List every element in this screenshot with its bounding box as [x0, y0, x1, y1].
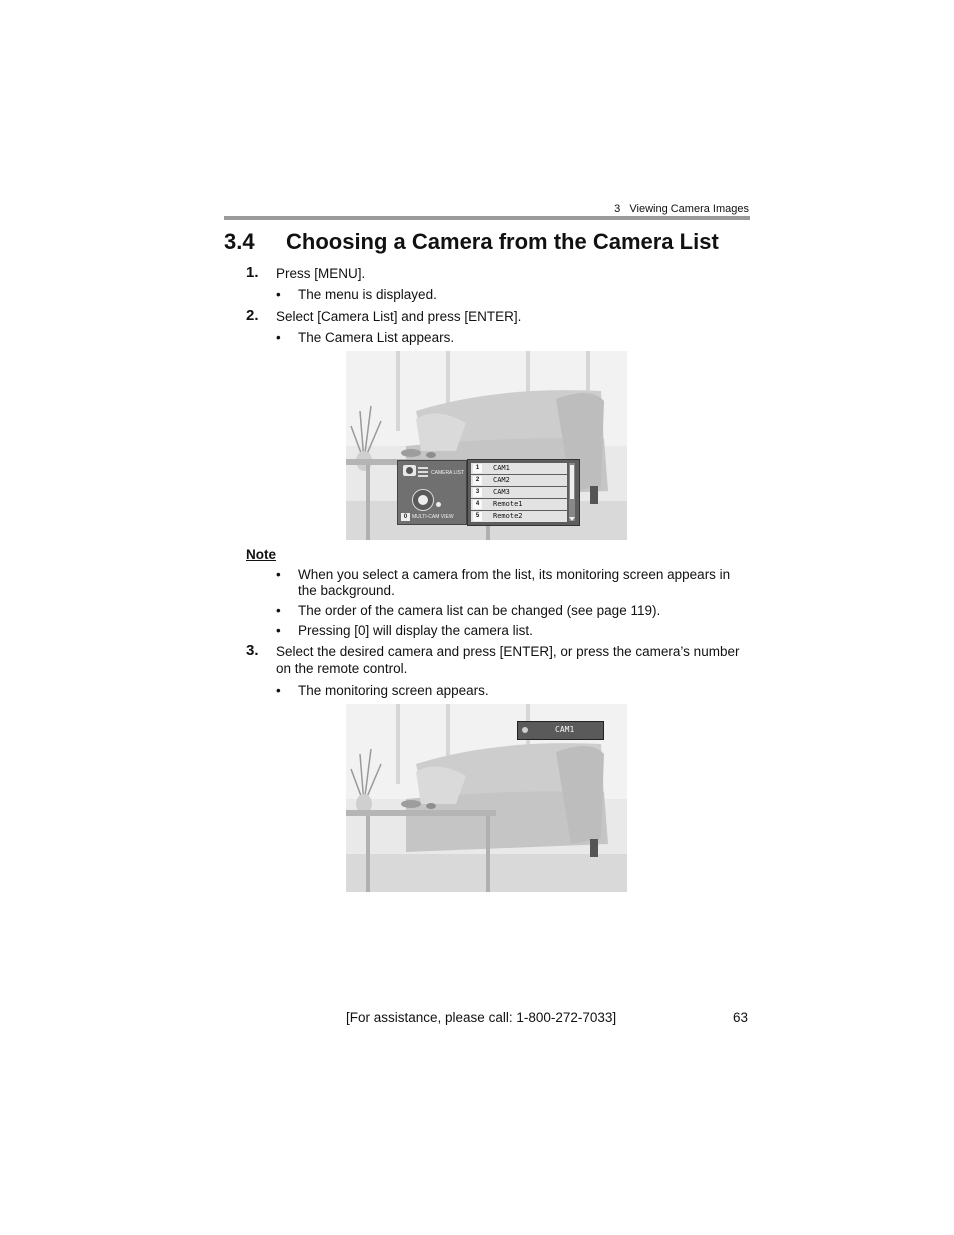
list-scrollbar[interactable] [569, 463, 575, 521]
page-number: 63 [733, 1010, 749, 1025]
bullet-mark: • [276, 287, 281, 302]
bullet-text: Pressing [0] will display the camera list. [298, 623, 533, 638]
bullet-item [276, 330, 455, 345]
camera-number: 1 [473, 464, 482, 473]
camera-name: Remote2 [493, 512, 523, 520]
bullet-text-continued: the background. [298, 583, 395, 598]
camera-list-row[interactable] [471, 487, 567, 498]
camera-name: CAM2 [493, 476, 510, 484]
menu-title: CAMERA LIST [431, 470, 465, 476]
camera-list-row[interactable] [471, 499, 567, 510]
header-rule [224, 216, 750, 220]
bullet-text: When you select a camera from the list, its monitoring screen appears in [298, 567, 731, 582]
bullet-mark: • [276, 567, 281, 582]
step-number: 2. [246, 307, 259, 324]
step-text: Select [Camera List] and press [ENTER]. [276, 309, 522, 324]
bullet-item [276, 287, 437, 302]
step-text: Press [MENU]. [276, 266, 366, 281]
menu-panel [397, 460, 467, 525]
section-title-text: Choosing a Camera from the Camera List [286, 229, 719, 254]
camera-list-panel [467, 459, 580, 526]
camera-number: 2 [473, 476, 482, 485]
section-number: 3.4 [224, 229, 255, 254]
camera-number: 4 [473, 500, 482, 509]
note-bullet [276, 623, 533, 638]
scrollbar-thumb[interactable] [570, 465, 574, 499]
camera-number: 3 [473, 488, 482, 497]
monitoring-screenshot [346, 704, 627, 892]
bullet-text: The monitoring screen appears. [298, 683, 489, 698]
note-bullet [276, 567, 750, 598]
bullet-item [276, 683, 489, 698]
camera-list-row[interactable] [471, 511, 567, 522]
enter-dot-icon [436, 502, 441, 507]
camera-list [471, 463, 567, 522]
multi-cam-label: MULTI-CAM VIEW [412, 514, 454, 520]
step-text-line: Select the desired camera and press [ENTER], or press the camera’s number [276, 644, 740, 659]
camera-icon [403, 465, 416, 476]
camera-status-icon [522, 727, 528, 733]
dpad-icon [412, 489, 434, 511]
camera-name: Remote1 [493, 500, 523, 508]
step-text [276, 644, 750, 676]
note-bullet [276, 603, 661, 618]
camera-list-row[interactable] [471, 463, 567, 474]
scroll-down-arrow-icon[interactable] [569, 517, 575, 521]
bullet-text: The menu is displayed. [298, 287, 437, 302]
multi-cam-key: 0 [401, 513, 410, 521]
step-number: 3. [246, 642, 259, 659]
camera-name: CAM1 [493, 464, 510, 472]
bullet-text: The Camera List appears. [298, 330, 455, 345]
bullet-mark: • [276, 330, 281, 345]
step-number: 1. [246, 264, 259, 281]
bullet-mark: • [276, 603, 281, 618]
section-title [224, 229, 719, 255]
note-heading: Note [246, 547, 276, 562]
running-header: 3 Viewing Camera Images [614, 203, 749, 215]
bullet-mark: • [276, 683, 281, 698]
camera-label-box [517, 721, 604, 740]
assistance-footer: [For assistance, please call: 1-800-272-7033] [346, 1010, 617, 1025]
camera-label: CAM1 [555, 725, 575, 734]
camera-number: 5 [473, 512, 482, 521]
camera-name: CAM3 [493, 488, 510, 496]
step-text-line: on the remote control. [276, 661, 408, 676]
bullet-text: The order of the camera list can be changed (see page 119). [298, 603, 661, 618]
bullet-mark: • [276, 623, 281, 638]
camera-list-screenshot [346, 351, 627, 540]
camera-list-row[interactable] [471, 475, 567, 486]
